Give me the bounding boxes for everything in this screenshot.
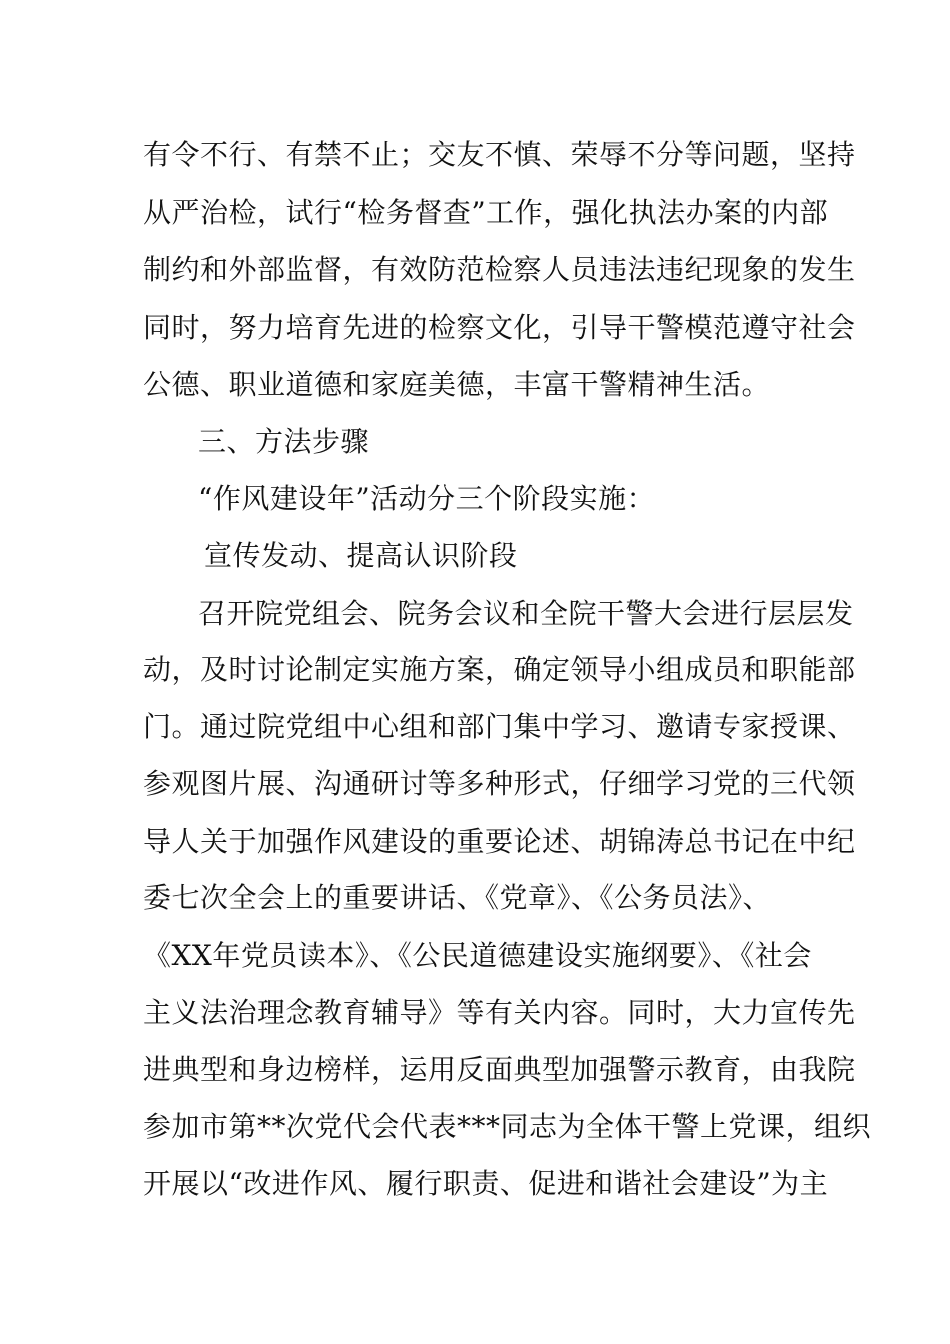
text-line: 公德、职业道德和家庭美德，丰富干警精神生活。 (143, 368, 771, 401)
text-line: 《XX年党员读本》、《公民道德建设实施纲要》、《社会 (143, 939, 812, 972)
subsection-heading: 宣传发动、提高认识阶段 (204, 539, 518, 572)
text-line: 主义法治理念教育辅导》等有关内容。同时，大力宣传先 (143, 996, 856, 1029)
text-line: 进典型和身边榜样，运用反面典型加强警示教育，由我院 (143, 1053, 856, 1086)
text-line: 同时，努力培育先进的检察文化，引导干警模范遵守社会 (143, 311, 856, 344)
text-line: 导人关于加强作风建设的重要论述、胡锦涛总书记在中纪 (143, 825, 856, 858)
text-line: 开展以“改进作风、履行职责、促进和谐社会建设”为主 (143, 1167, 829, 1200)
section-heading: 三、方法步骤 (198, 425, 370, 458)
text-line: 门。通过院党组中心组和部门集中学习、邀请专家授课、 (143, 710, 856, 743)
text-line: 从严治检，试行“检务督查”工作，强化执法办案的内部 (143, 196, 829, 229)
text-line: “作风建设年”活动分三个阶段实施： (198, 482, 656, 515)
text-line: 参加市第**次党代会代表***同志为全体干警上党课，组织 (143, 1110, 872, 1143)
text-line: 召开院党组会、院务会议和全院干警大会进行层层发 (198, 597, 854, 630)
text-line: 委七次全会上的重要讲话、《党章》、《公务员法》、 (143, 881, 772, 914)
text-line: 动，及时讨论制定实施方案，确定领导小组成员和职能部 (143, 653, 856, 686)
text-line: 有令不行、有禁不止；交友不慎、荣辱不分等问题，坚持 (143, 138, 856, 171)
text-line: 参观图片展、沟通研讨等多种形式，仔细学习党的三代领 (143, 767, 856, 800)
text-line: 制约和外部监督，有效防范检察人员违法违纪现象的发生 (143, 253, 856, 286)
